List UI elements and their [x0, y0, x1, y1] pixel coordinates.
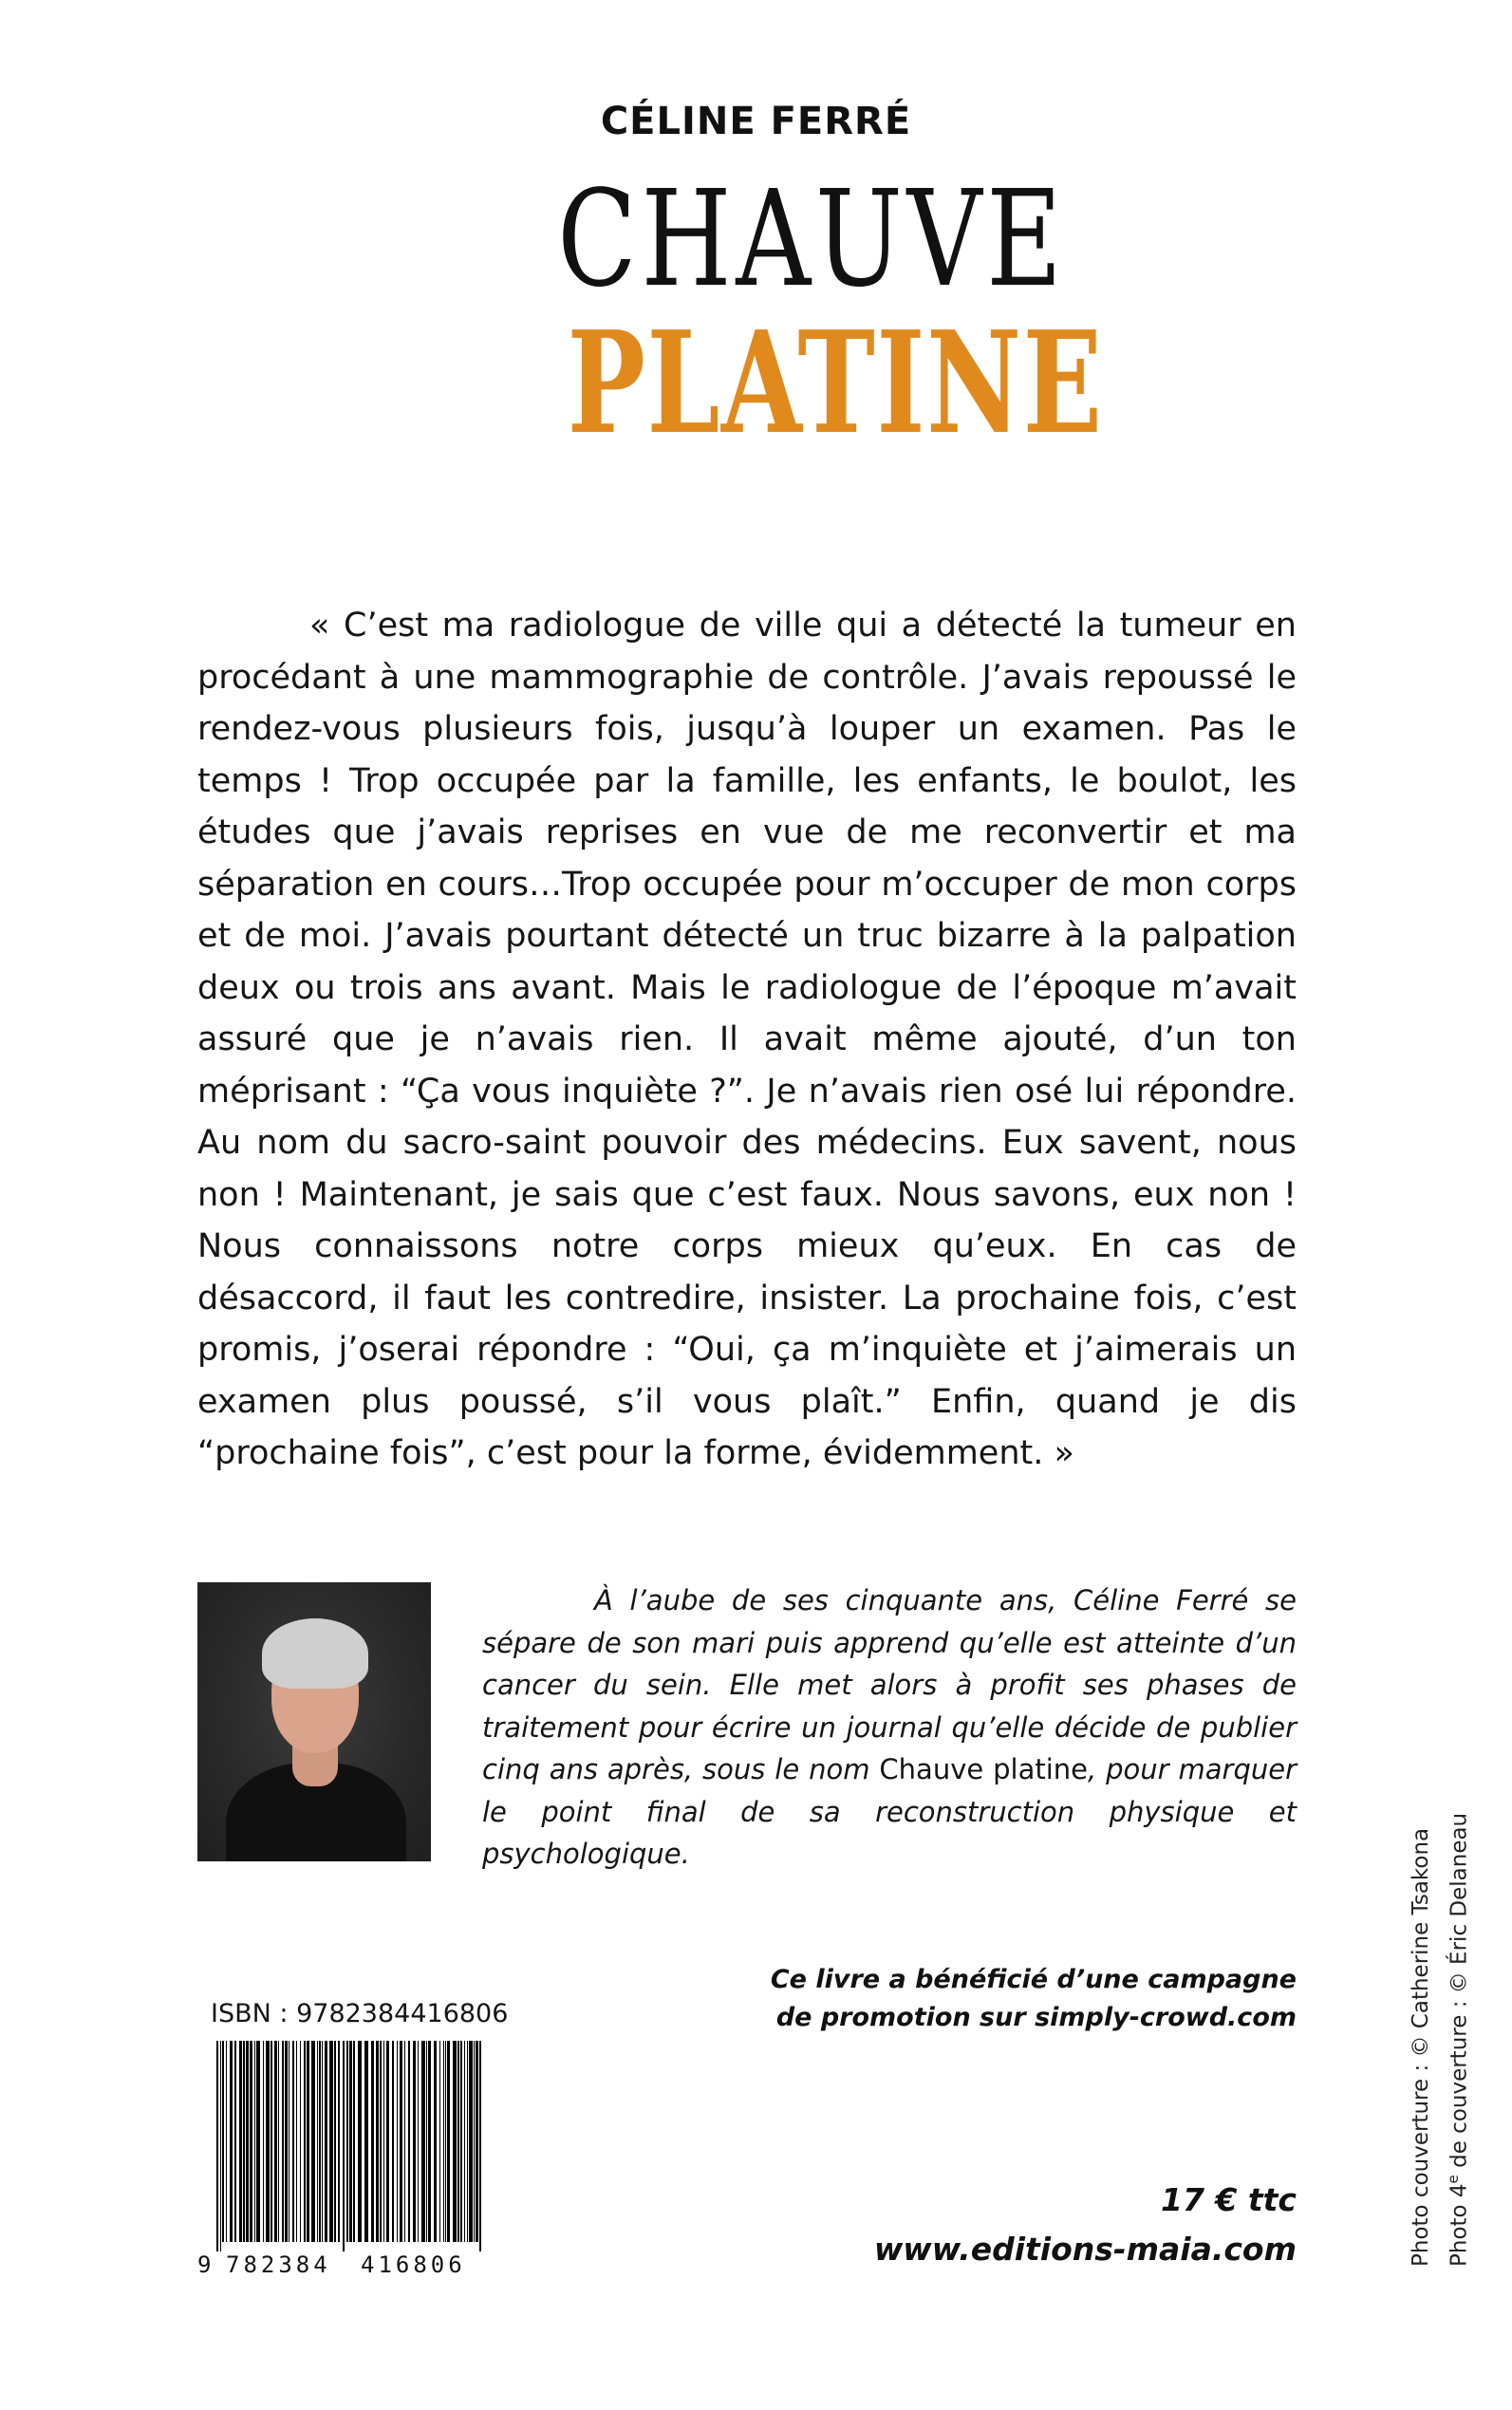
- bio-book-title: Chauve platine: [879, 1753, 1089, 1785]
- title-line-chauve: CHAUVE: [557, 162, 1067, 317]
- barcode-bar: [428, 2041, 431, 2242]
- barcode-bar: [376, 2041, 379, 2242]
- barcode-bar: [319, 2041, 321, 2242]
- barcode-bar: [254, 2041, 255, 2242]
- barcode-bar: [274, 2041, 277, 2242]
- barcode-bar: [413, 2041, 416, 2242]
- barcode-bar: [246, 2041, 249, 2242]
- barcode-bar: [386, 2041, 389, 2242]
- bio-text-part1: À l’aube de ses cinquante ans, Céline Ferré se sépare de son mari puis apprend qu’elle est atteinte d’un cancer du sein. Elle met alors à profit ses phases de traitement pour écrire un journal qu’elle décide de publier cinq ans après, sous le nom: [482, 1584, 1297, 1785]
- barcode-bar: [404, 2041, 405, 2242]
- barcode-bar: [364, 2041, 368, 2242]
- barcode-bar: [346, 2041, 348, 2242]
- barcode-bar: [256, 2041, 260, 2242]
- barcode-bar: [317, 2041, 318, 2242]
- barcode-bar: [216, 2041, 218, 2251]
- barcode-bar: [300, 2041, 301, 2242]
- barcode-bar: [474, 2041, 475, 2242]
- barcode-bar: [325, 2041, 327, 2242]
- credit-back-cover: Photo 4e de couverture : © Éric Delaneau: [1445, 1812, 1472, 2267]
- barcode-bar: [263, 2041, 264, 2242]
- barcode-bar: [476, 2041, 478, 2242]
- photo-credits: [1405, 1735, 1481, 2267]
- barcode-bar: [443, 2041, 444, 2242]
- barcode-bar: [243, 2041, 245, 2242]
- barcode-digit-first: 9: [197, 2251, 212, 2278]
- barcode-bar: [400, 2041, 402, 2242]
- book-title: [503, 162, 1104, 465]
- barcode-bar: [304, 2041, 306, 2242]
- title-line-platine: PLATINE: [567, 300, 1104, 465]
- credit-cover: Photo couverture : © Catherine Tsakona: [1409, 1827, 1433, 2267]
- barcode-digits-left: 782384: [226, 2251, 331, 2278]
- barcode-bar: [434, 2041, 437, 2242]
- barcode-bar: [392, 2041, 394, 2242]
- barcode-bar: [296, 2041, 297, 2242]
- author-bio: [482, 1579, 1297, 1876]
- barcode-bar: [278, 2041, 279, 2242]
- barcode-bar: [239, 2041, 242, 2242]
- barcode-bar: [307, 2041, 309, 2242]
- barcode-bar: [469, 2041, 473, 2242]
- barcode-bar: [343, 2041, 345, 2251]
- excerpt-quote: « C’est ma radiologue de ville qui a détecté la tumeur en procédant à une mammographie de contrôle. J’avais repoussé le rendez-vous plusieurs fois, jusqu’à louper un examen. Pas le temps ! Trop occupée par la famille, les enfants, le boulot, les études que j’avais reprises en vue de me reconvertir et ma séparation en cours…Trop occupée pour m’occuper de mon corps et de moi. J’avais pourtant détecté un truc bizarre à la palpation deux ou trois ans avant. Mais le radiologue de l’époque m’avait assuré que je n’avais rien. Il avait même ajouté, d’un ton méprisant : “Ça vous inquiète ?”. Je n’avais rien osé lui répondre. Au nom du sacro-saint pouvoir des médecins. Eux savent, nous non ! Maintenant, je sais que c’est faux. Nous savons, eux non ! Nous connaissons notre corps mieux qu’eux. En cas de désaccord, il faut les contredire, insister. La prochaine fois, c’est promis, j’oserai répondre : “Oui, ça m’inquiète et j’aimerais un examen plus poussé, s’il vous plaît.” Enfin, quand je dis “prochaine fois”, c’est pour la forme, évidemment. »: [197, 607, 1297, 1472]
- barcode-bar: [358, 2041, 362, 2242]
- barcode-bar: [421, 2041, 425, 2242]
- barcode-bar: [464, 2041, 465, 2242]
- barcode-bar: [322, 2041, 323, 2242]
- barcode-bar: [271, 2041, 272, 2242]
- barcode-bar: [460, 2041, 462, 2242]
- author-name: CÉLINE FERRÉ: [600, 100, 912, 143]
- barcode-bar: [285, 2041, 288, 2242]
- barcode-bar: [311, 2041, 315, 2242]
- barcode-bar: [234, 2041, 236, 2242]
- promo-line-2: de promotion sur simply-crowd.com: [775, 2003, 1297, 2032]
- bio-text-part2: , pour marquer le point final de sa reconstruction physique et psychologique.: [482, 1753, 1297, 1870]
- promo-line-1: Ce livre a bénéficié d’une campagne: [770, 1965, 1297, 1994]
- barcode-bar: [457, 2041, 459, 2242]
- barcode-bar: [222, 2041, 224, 2242]
- author-photo: [197, 1582, 431, 1861]
- promo-notice: [759, 1961, 1297, 2037]
- barcode-bar: [397, 2041, 398, 2242]
- barcode-bar: [479, 2041, 481, 2251]
- barcode-bar: [349, 2041, 352, 2242]
- barcode-bar: [467, 2041, 468, 2242]
- barcode-bar: [453, 2041, 457, 2242]
- barcode-bar: [292, 2041, 294, 2242]
- price: 17 € ttc: [1161, 2181, 1297, 2218]
- barcode: [197, 2041, 501, 2278]
- barcode-bar: [353, 2041, 355, 2242]
- barcode-bar: [447, 2041, 450, 2242]
- barcode-bar: [380, 2041, 382, 2242]
- barcode-bar: [329, 2041, 333, 2242]
- barcode-bar: [418, 2041, 419, 2242]
- barcode-bar: [426, 2041, 427, 2242]
- barcode-bar: [445, 2041, 446, 2242]
- barcode-bar: [338, 2041, 340, 2242]
- barcode-bar: [220, 2041, 221, 2251]
- barcode-bar: [266, 2041, 270, 2242]
- barcode-bar: [439, 2041, 440, 2242]
- barcode-bar: [250, 2041, 252, 2242]
- barcode-bar: [334, 2041, 336, 2242]
- barcode-bar: [383, 2041, 384, 2242]
- barcode-bar: [230, 2041, 233, 2242]
- barcode-digits-right: 416806: [361, 2251, 466, 2278]
- barcode-bar: [282, 2041, 284, 2242]
- barcode-bar: [371, 2041, 374, 2242]
- publisher-website: www.editions-maia.com: [873, 2231, 1297, 2268]
- isbn-label: ISBN : 9782384416806: [211, 1999, 509, 2028]
- barcode-bar: [408, 2041, 410, 2242]
- barcode-bar: [226, 2041, 227, 2242]
